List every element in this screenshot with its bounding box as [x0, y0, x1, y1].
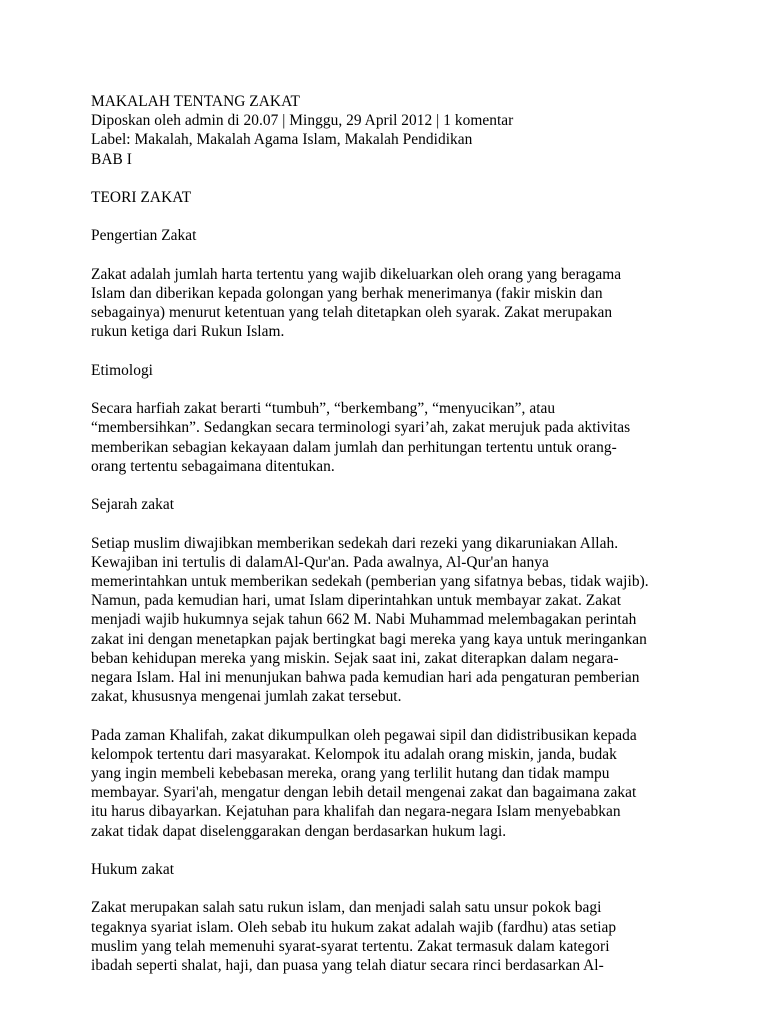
spacer: [91, 841, 691, 860]
spacer: [91, 246, 691, 265]
paragraph-line: orang tertentu sebagaimana ditentukan.: [91, 457, 335, 475]
spacer: [91, 380, 691, 399]
paragraph-line: tegaknya syariat islam. Oleh sebab itu hukum zakat adalah wajib (fardhu) atas setiap: [91, 918, 617, 936]
paragraph-line: negara Islam. Hal ini menunjukan bahwa pada kemudian hari ada pengaturan pemberian: [91, 668, 640, 686]
paragraph: [91, 399, 691, 476]
post-meta: Diposkan oleh admin di 20.07 | Minggu, 29 April 2012 | 1 komentar: [91, 112, 514, 130]
paragraph-line: kelompok tertentu dari masyarakat. Kelompok itu adalah orang miskin, janda, budak: [91, 745, 617, 763]
paragraph-line: “membersihkan”. Sedangkan secara terminologi syari’ah, zakat merujuk pada aktivitas: [91, 419, 631, 437]
paragraph-line: memberikan sebagian kekayaan dalam jumlah dan perhitungan tertentu untuk orang-: [91, 438, 617, 456]
spacer: [91, 342, 691, 361]
paragraph-line: Secara harfiah zakat berarti “tumbuh”, “berkembang”, “menyucikan”, atau: [91, 400, 556, 418]
paragraph-line: zakat ini dengan menetapkan pajak bertingkat bagi mereka yang kaya untuk meringankan: [91, 630, 647, 648]
paragraph-line: rukun ketiga dari Rukun Islam.: [91, 323, 285, 341]
section-heading: Sejarah zakat: [91, 496, 175, 514]
paragraph-line: zakat tidak dapat diselenggarakan dengan berdasarkan hukum lagi.: [91, 822, 507, 840]
paragraph: [91, 534, 691, 707]
paragraph-line: memerintahkan untuk memberikan sedekah (pemberian yang sifatnya bebas, tidak wajib).: [91, 572, 649, 590]
main-heading: TEORI ZAKAT: [91, 189, 192, 206]
spacer: [91, 169, 691, 188]
paragraph-line: menjadi wajib hukumnya sejak tahun 662 M. Nabi Muhammad melembagakan perintah: [91, 611, 637, 629]
spacer: [91, 706, 691, 725]
document-page: [91, 92, 691, 975]
paragraph-line: muslim yang telah memenuhi syarat-syarat tertentu. Zakat termasuk dalam kategori: [91, 937, 610, 955]
spacer: [91, 879, 691, 898]
paragraph-line: beban kehidupan mereka yang miskin. Sejak saat ini, zakat diterapkan dalam negara-: [91, 649, 619, 667]
section-heading: Etimologi: [91, 361, 154, 379]
document-title: MAKALAH TENTANG ZAKAT: [91, 93, 300, 110]
spacer: [91, 514, 691, 533]
paragraph-line: Islam dan diberikan kepada golongan yang berhak menerimanya (fakir miskin dan: [91, 284, 603, 302]
paragraph-line: Setiap muslim diwajibkan memberikan sedekah dari rezeki yang dikaruniakan Allah.: [91, 534, 619, 552]
spacer: [91, 207, 691, 226]
post-labels: Label: Makalah, Makalah Agama Islam, Makalah Pendidikan: [91, 131, 473, 149]
section-heading: Hukum zakat: [91, 860, 175, 878]
paragraph-line: sebagainya) menurut ketentuan yang telah ditetapkan oleh syarak. Zakat merupakan: [91, 304, 613, 322]
paragraph-line: Kewajiban ini tertulis di dalamAl-Qur'an. Pada awalnya, Al-Qur'an hanya: [91, 553, 549, 571]
paragraph-line: ibadah seperti shalat, haji, dan puasa yang telah diatur secara rinci berdasarkan Al-: [91, 956, 604, 974]
paragraph-line: yang ingin membeli kebebasan mereka, orang yang terlilit hutang dan tidak mampu: [91, 764, 610, 782]
paragraph: [91, 726, 691, 841]
paragraph-line: Pada zaman Khalifah, zakat dikumpulkan oleh pegawai sipil dan didistribusikan kepada: [91, 726, 637, 744]
spacer: [91, 476, 691, 495]
paragraph: [91, 265, 691, 342]
paragraph-line: membayar. Syari'ah, mengatur dengan lebih detail mengenai zakat dan bagaimana zakat: [91, 784, 637, 802]
section-heading: Pengertian Zakat: [91, 227, 197, 245]
paragraph-line: zakat, khususnya mengenai jumlah zakat tersebut.: [91, 688, 402, 706]
paragraph-line: Zakat merupakan salah satu rukun islam, dan menjadi salah satu unsur pokok bagi: [91, 899, 602, 917]
paragraph: [91, 898, 691, 975]
chapter-label: BAB I: [91, 150, 132, 168]
paragraph-line: itu harus dibayarkan. Kejatuhan para khalifah dan negara-negara Islam menyebabkan: [91, 803, 621, 821]
paragraph-line: Namun, pada kemudian hari, umat Islam diperintahkan untuk membayar zakat. Zakat: [91, 592, 622, 610]
paragraph-line: Zakat adalah jumlah harta tertentu yang wajib dikeluarkan oleh orang yang beragama: [91, 265, 622, 283]
